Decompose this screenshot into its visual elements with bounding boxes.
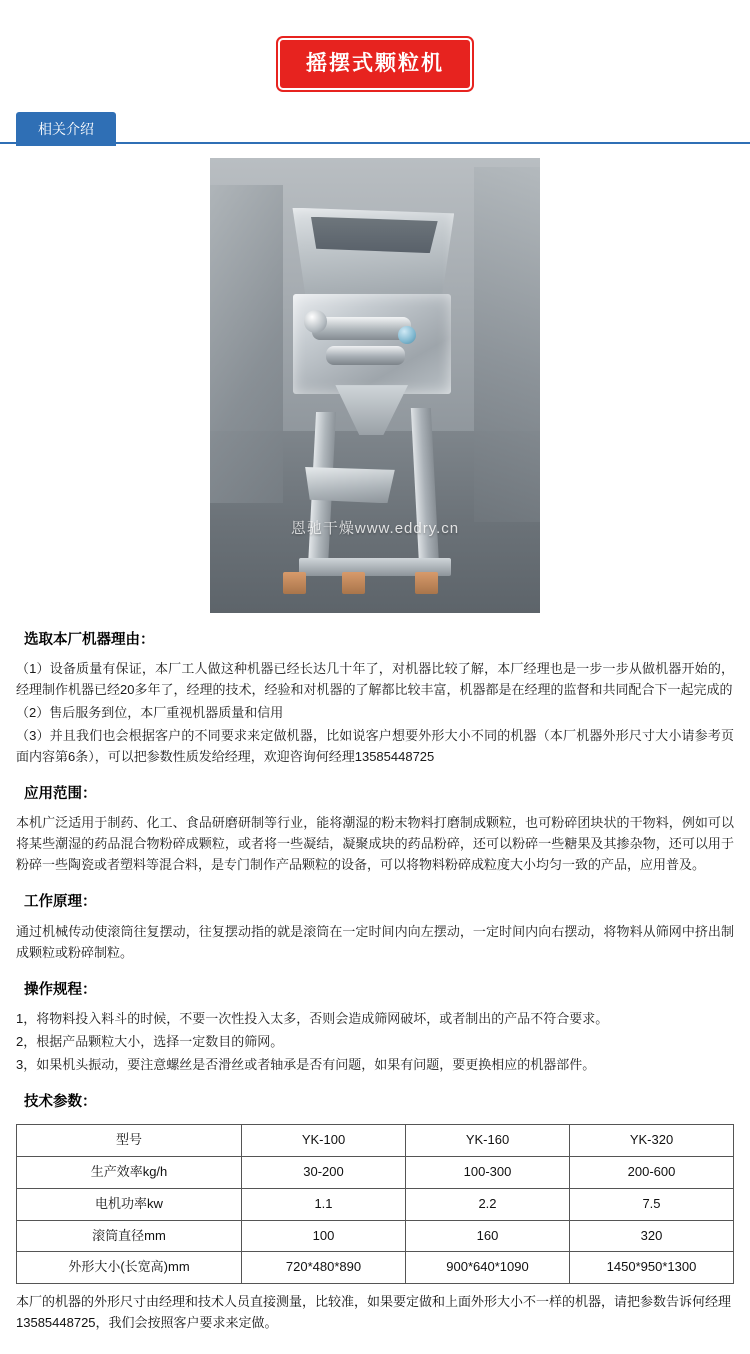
tab-bar bbox=[0, 112, 750, 144]
footer-note: 本厂的机器的外形尺寸由经理和技术人员直接测量，比较准，如果要定做和上面外形大小不一样的机器，请把参数告诉何经理13585448725，我们会按照客户要求来定做。 bbox=[16, 1294, 732, 1330]
table-cell: 电机功率kw bbox=[17, 1188, 242, 1220]
section-title-operation: 操作规程： bbox=[24, 981, 97, 998]
section-paragraph: 通过机械传动使滚筒往复摆动，往复摆动指的就是滚筒在一定时间内向左摆动，一定时间内向右摆动，将物料从筛网中挤出制成颗粒或粉碎制粒。 bbox=[16, 923, 734, 960]
table-cell: 外形大小(长宽高)mm bbox=[17, 1252, 242, 1284]
section-title-specs: 技术参数： bbox=[24, 1093, 97, 1110]
table-row bbox=[17, 1156, 734, 1188]
table-cell: 滚筒直径mm bbox=[17, 1220, 242, 1252]
table-cell: 1.1 bbox=[242, 1188, 406, 1220]
table-cell: 200-600 bbox=[570, 1156, 734, 1188]
table-cell: 生产效率kg/h bbox=[17, 1156, 242, 1188]
photo-right-panel bbox=[474, 167, 540, 522]
machine-roller-secondary bbox=[326, 346, 405, 364]
table-cell: 2.2 bbox=[406, 1188, 570, 1220]
table-row bbox=[17, 1252, 734, 1284]
machine-foot-2 bbox=[342, 572, 365, 595]
machine-tray bbox=[302, 467, 394, 503]
machine-knob bbox=[304, 310, 327, 333]
table-cell: 30-200 bbox=[242, 1156, 406, 1188]
table-cell: YK-100 bbox=[242, 1125, 406, 1157]
machine-foot-3 bbox=[415, 572, 438, 595]
table-cell: 320 bbox=[570, 1220, 734, 1252]
article-content bbox=[0, 629, 750, 1115]
section-paragraph: 3，如果机头振动，要注意螺丝是否滑丝或者轴承是否有问题，如果有问题，要更换相应的机器部件。 bbox=[16, 1056, 596, 1072]
section-paragraph: 1，将物料投入料斗的时候，不要一次性投入太多，否则会造成筛网破坏，或者制出的产品不符合要求。 bbox=[16, 1010, 609, 1026]
machine-foot-1 bbox=[283, 572, 306, 595]
image-watermark: 恩驰干燥www.eddry.cn bbox=[290, 520, 460, 538]
photo-left-panel bbox=[210, 185, 283, 504]
table-cell: 100 bbox=[242, 1220, 406, 1252]
table-cell: 7.5 bbox=[570, 1188, 734, 1220]
table-cell: 900*640*1090 bbox=[406, 1252, 570, 1284]
table-cell: 100-300 bbox=[406, 1156, 570, 1188]
section-paragraph: （2）售后服务到位，本厂重视机器质量和信用 bbox=[16, 704, 284, 720]
table-row bbox=[17, 1220, 734, 1252]
section-title-principle: 工作原理： bbox=[24, 894, 97, 911]
product-photo bbox=[210, 158, 540, 613]
machine-roller bbox=[312, 317, 411, 340]
machine-hopper-opening bbox=[306, 217, 438, 253]
table-cell: YK-320 bbox=[570, 1125, 734, 1157]
table-row bbox=[17, 1188, 734, 1220]
table-cell: YK-160 bbox=[406, 1125, 570, 1157]
section-paragraph: （1）设备质量有保证，本厂工人做这种机器已经长达几十年了，对机器比较了解，本厂经理也是一步一步从做机器开始的，经理制作机器已经20多年了，经理的技术，经验和对机器的了解都比较丰富，机器都是在经理的监督和共同配合下一起完成的 bbox=[16, 660, 734, 697]
table-cell: 160 bbox=[406, 1220, 570, 1252]
section-paragraph: 本机广泛适用于制药、化工、食品研磨研制等行业，能将潮湿的粉末物料打磨制成颗粒，也可粉碎团块状的干物料，例如可以将某些潮湿的药品混合物粉碎成颗粒，或者将一些凝结，凝聚成块的药品粉碎，还可以粉碎一些糖果及其掺杂物，还可以用于粉碎一些陶瓷或者塑料等混合料，是专门制作产品颗粒的设备，可以将物料粉碎成粒度大小均匀一致的产品，应用普及。 bbox=[16, 815, 734, 873]
spec-table bbox=[16, 1124, 734, 1284]
tab-related-intro[interactable]: 相关介绍 bbox=[16, 112, 116, 146]
product-image-area bbox=[0, 144, 750, 613]
table-row bbox=[17, 1125, 734, 1157]
section-title-application: 应用范围： bbox=[24, 786, 97, 803]
section-title-reasons: 选取本厂机器理由： bbox=[24, 631, 155, 648]
page-title: 摇摆式颗粒机 bbox=[278, 38, 472, 90]
table-cell: 型号 bbox=[17, 1125, 242, 1157]
page-title-banner bbox=[0, 0, 750, 90]
section-paragraph: （3）并且我们也会根据客户的不同要求来定做机器，比如说客户想要外形大小不同的机器（本厂机器外形尺寸大小请参考页面内容第6条），可以把参数性质发给经理，欢迎咨询何经理13585448725 bbox=[16, 727, 734, 764]
table-cell: 720*480*890 bbox=[242, 1252, 406, 1284]
table-cell: 1450*950*1300 bbox=[570, 1252, 734, 1284]
section-paragraph: 2，根据产品颗粒大小，选择一定数目的筛网。 bbox=[16, 1033, 284, 1049]
